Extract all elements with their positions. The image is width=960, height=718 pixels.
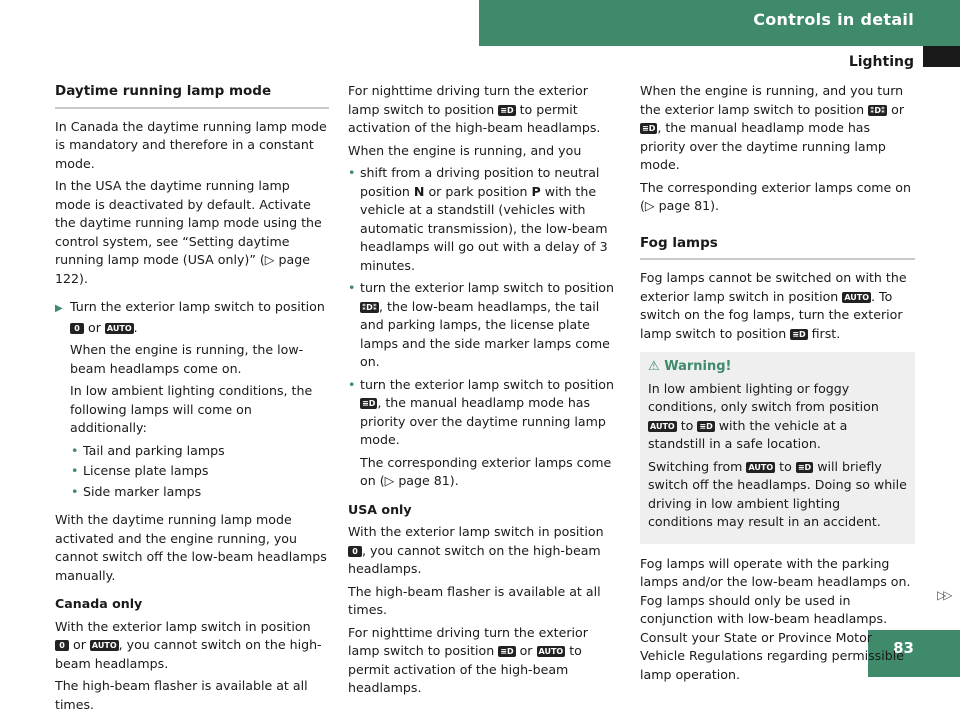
zero-position-icon: 0 xyxy=(55,640,69,651)
paragraph: The high-beam flasher is available at all times. xyxy=(348,583,601,617)
heading-fog-lamps: Fog lamps xyxy=(640,234,915,261)
paragraph: The high-beam flasher is available at all times. xyxy=(55,678,308,712)
paragraph: The corresponding exterior lamps come on (▷ page 81). xyxy=(640,179,911,213)
heading-usa: USA only xyxy=(348,501,412,517)
parking-lamp-icon: ⁑D⁑ xyxy=(870,105,886,115)
list-item: • Tail and parking lamps xyxy=(71,442,225,458)
lowbeam-icon: ≡D xyxy=(642,124,656,133)
auto-position-icon: AUTO xyxy=(538,647,564,656)
arrow-icon: ▷ xyxy=(384,473,399,488)
paragraph: With the daytime running lamp mode activated and the engine running, you cannot switch off the low-beam headlamps manually. xyxy=(55,512,327,583)
lowbeam-icon: ≡D xyxy=(500,105,514,115)
paragraph: With the exterior lamp switch in position 0 , you cannot switch on the high-beam headlamps. xyxy=(348,524,604,576)
paragraph: When the engine is running, and you turn the exterior lamp switch to position ⁑D⁑ or ≡D , the manual headlamp mode has priority over the daytime running lamp mode. xyxy=(640,83,905,172)
lowbeam-icon: ≡D xyxy=(792,329,806,339)
auto-position-icon: AUTO xyxy=(91,641,117,650)
paragraph: Fog lamps will operate with the parking lamps and/or the low-beam headlamps on. Fog lamps should only be used in conjunction with low-beam headlamps. Consult your State or Province Motor Vehicle Regulations regarding permissible lamp operation. xyxy=(640,555,911,682)
section-title: Controls in detail xyxy=(753,10,914,29)
auto-position-icon: AUTO xyxy=(748,462,774,472)
lowbeam-icon: ≡D xyxy=(797,462,812,472)
heading-canada: Canada only xyxy=(55,596,143,611)
zero-position-icon: 0 xyxy=(70,323,84,334)
column-1 xyxy=(55,82,329,718)
page-number: 83 xyxy=(893,639,914,657)
column-2 xyxy=(348,82,623,702)
paragraph: When the engine is running, and you xyxy=(348,142,582,158)
heading-daytime-running: Daytime running lamp mode xyxy=(55,82,329,109)
warning-box: ⚠ Warning! In low ambient lighting or foggy conditions, only switch from position AUTO to ≡D with the vehicle at a standstill in a safe location. Switching from AUTO to ≡D will briefly switch off the headlamps. Doing so while driving in low ambient lighting conditions may result in an accident. xyxy=(640,352,915,544)
warning-triangle-icon: ⚠ xyxy=(648,359,665,374)
list-item: • turn the exterior lamp switch to position ⁑D⁑ , the low-beam headlamps, the tail and parking lamps, the license plate lamps and the side marker lamps come on. xyxy=(348,280,614,369)
paragraph: For nighttime driving turn the exterior lamp switch to position ≡D to permit activation of the high-beam headlamps. xyxy=(348,83,601,135)
paragraph: In the USA the daytime running lamp mode is deactivated by default. Activate the daytime running lamp mode using the control system, see “Setting daytime running lamp mode (USA only)” (▷ page 122). xyxy=(55,178,322,286)
lowbeam-icon: ≡D xyxy=(362,399,376,408)
corner-marker xyxy=(923,46,960,67)
step-arrow-icon: ▶ xyxy=(55,303,63,314)
column-3 xyxy=(640,82,915,688)
arrow-icon: ▷ xyxy=(644,198,659,213)
list-item: • License plate lamps xyxy=(71,463,209,478)
auto-position-icon: AUTO xyxy=(106,323,132,333)
paragraph: With the exterior lamp switch in position 0 or AUTO , you cannot switch on the high-beam headlamps. xyxy=(55,618,322,671)
list-item: • shift from a driving position to neutral position N or park position P with the vehicle at a standstill (vehicles with automatic transmission), the low-beam headlamps will go out with a delay of 3 minutes. xyxy=(348,165,608,273)
warning-title: ⚠ Warning! xyxy=(648,359,732,374)
auto-position-icon: AUTO xyxy=(650,421,675,431)
list-item: • Side marker lamps xyxy=(71,483,202,499)
zero-position-icon: 0 xyxy=(348,546,362,557)
list-item: • turn the exterior lamp switch to position ≡D , the manual headlamp mode has priority over the daytime running lamp mode. The corresponding exterior lamps come on (▷ page 81). xyxy=(348,376,614,488)
paragraph: For nighttime driving turn the exterior lamp switch to position ≡D or AUTO to permit activation of the high-beam headlamps. xyxy=(348,624,588,695)
lowbeam-icon: ≡D xyxy=(500,647,514,656)
subsection-title: Lighting xyxy=(848,54,914,70)
continue-icon: ▷▷ xyxy=(937,588,950,602)
auto-position-icon: AUTO xyxy=(844,292,870,302)
step: ▶ Turn the exterior lamp switch to position 0 or AUTO . When the engine is running, the low-beam headlamps come on. In low ambient lighting conditions, the following lamps will come on additionally: xyxy=(55,299,325,435)
paragraph: Fog lamps cannot be switched on with the exterior lamp switch in position AUTO . To switch on the fog lamps, turn the exterior lamp switch to position ≡D first. xyxy=(640,270,907,341)
parking-lamp-icon: ⁑D⁑ xyxy=(362,302,378,312)
arrow-icon: ▷ xyxy=(264,252,279,267)
paragraph: In Canada the daytime running lamp mode is mandatory and therefore in a constant mode. xyxy=(55,118,327,171)
lowbeam-icon: ≡D xyxy=(699,421,713,431)
